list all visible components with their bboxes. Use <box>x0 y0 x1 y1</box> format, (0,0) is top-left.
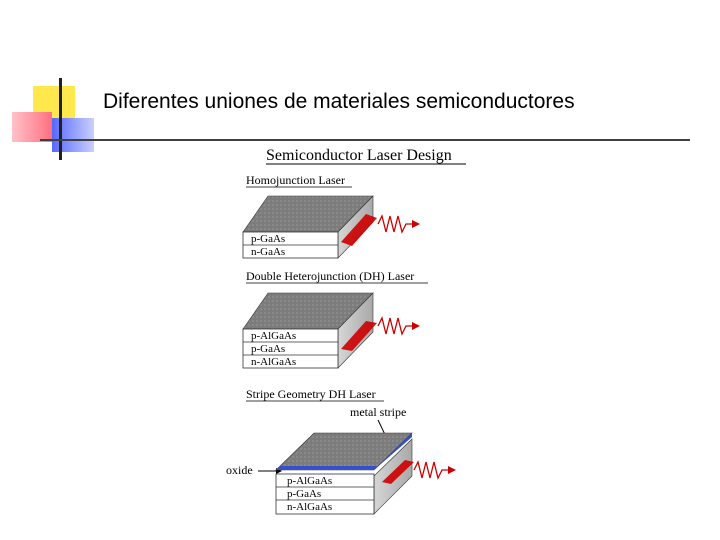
metal-stripe-callout: metal stripe <box>350 405 407 419</box>
stripe-laser-label: Stripe Geometry DH Laser <box>246 387 376 401</box>
dh-laser-emission-arrowhead <box>412 322 420 330</box>
dh-laser-layer-2: p-GaAs <box>251 343 286 355</box>
stripe-laser-layer-3: n-AlGaAs <box>287 501 333 513</box>
dh-laser-layer-3: n-AlGaAs <box>251 356 297 368</box>
figure-heading: Semiconductor Laser Design <box>266 147 452 164</box>
homojunction-layer-2: n-GaAs <box>251 246 286 258</box>
stripe-laser-oxide-layer <box>276 466 378 470</box>
homojunction-label: Homojunction Laser <box>246 173 345 187</box>
slide-title: Diferentes uniones de materiales semiconductores <box>103 90 575 113</box>
dh-laser-emission-wave <box>378 318 412 334</box>
homojunction-emission-arrowhead <box>412 220 420 228</box>
homojunction-emission-wave <box>378 216 412 232</box>
homojunction-layer-1: p-GaAs <box>251 233 286 245</box>
dh-laser-label: Double Heterojunction (DH) Laser <box>246 269 415 283</box>
stripe-laser-layer-2: p-GaAs <box>287 488 322 500</box>
dh-laser-layer-1: p-AlGaAs <box>251 330 297 342</box>
stripe-laser-emission-wave <box>414 462 448 478</box>
stripe-laser-layer-1: p-AlGaAs <box>287 475 333 487</box>
stripe-laser-emission-arrowhead <box>448 466 456 474</box>
oxide-callout: oxide <box>226 463 253 477</box>
